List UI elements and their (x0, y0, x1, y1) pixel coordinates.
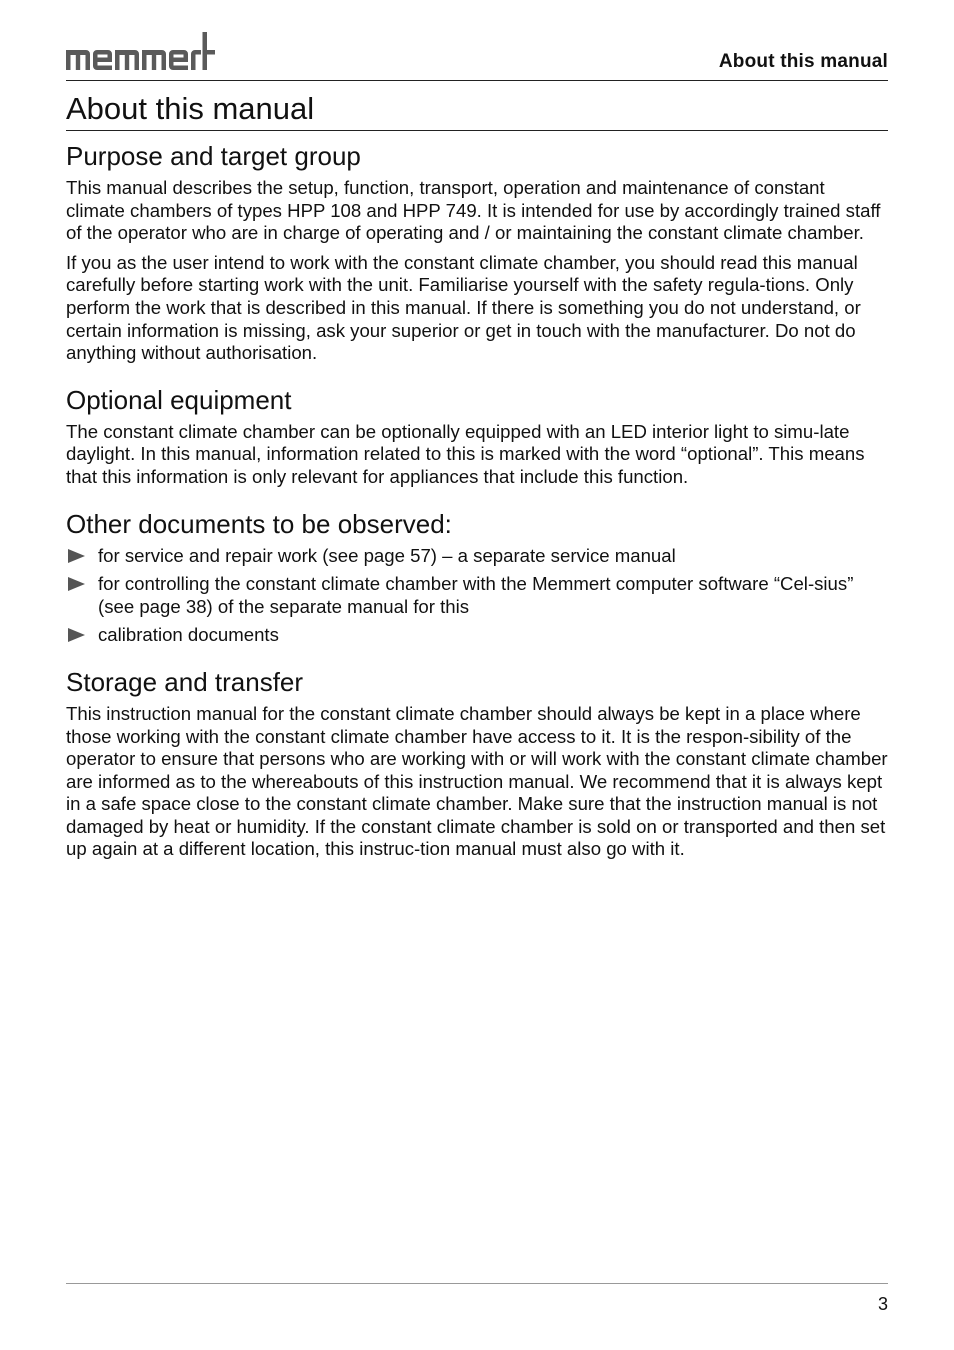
page-title: About this manual (66, 88, 888, 131)
section-other-documents (66, 508, 888, 647)
section-optional-equipment (66, 384, 888, 489)
header-section-title: About this manual (718, 51, 888, 72)
section-heading: Purpose and target group (66, 141, 361, 171)
page-header (66, 30, 888, 81)
section-purpose (66, 140, 888, 365)
list-item-text: calibration documents (98, 624, 279, 646)
paragraph: This manual describes the setup, function, transport, operation and maintenance of constant climate chambers of types HPP 108 and HPP 749. It is intended for use by accordingly trained staff of the operator who are in charge of operating and / or maintaining the constant climate chamber. (66, 177, 881, 244)
memmert-logo (66, 32, 216, 72)
footer-divider (66, 1283, 888, 1284)
list-item (66, 545, 888, 568)
section-heading: Storage and transfer (66, 666, 304, 697)
arrow-bullet-icon (68, 628, 85, 642)
section-heading: Optional equipment (66, 384, 292, 415)
page-number: 3 (877, 1294, 888, 1314)
arrow-bullet-icon (68, 577, 85, 591)
list-item (66, 624, 888, 647)
section-storage-transfer (66, 666, 888, 861)
page-content (66, 140, 888, 880)
paragraph: The constant climate chamber can be optionally equipped with an LED interior light to simu-late daylight. In this manual, information related to this is marked with the word “optional”. This means that this information is only relevant for appliances that include this function. (66, 420, 865, 487)
list-item-text: for controlling the constant climate chamber with the Memmert computer software “Cel-sius” (see page 38) of the separate manual for this (98, 573, 854, 617)
arrow-bullet-icon (68, 549, 85, 563)
paragraph: If you as the user intend to work with the constant climate chamber, you should read this manual carefully before starting work with the unit. Familiarise yourself with the safety regula-tions. Only perform the work that is described in this manual. If there is something you do not understand, or certain information is missing, ask your superior or get in touch with the manufacturer. Do not do anything without authorisation. (66, 251, 861, 364)
list-item-text: for service and repair work (see page 57) – a separate service manual (98, 544, 676, 566)
list-item (66, 573, 888, 618)
paragraph: This instruction manual for the constant climate chamber should always be kept in a place where those working with the constant climate chamber have access to it. It is the respon-sibility of the operator to ensure that persons who are working with or will work with the constant climate chamber are informed as to the whereabouts of this instruction manual. We recommend that it is always kept in a safe space close to the constant climate chamber. Make sure that the instruction manual is not damaged by heat or humidity. If the constant climate chamber is sold on or transported and then set up again at a different location, this instruc-tion manual must also go with it. (66, 702, 888, 860)
document-list (66, 545, 888, 647)
section-heading: Other documents to be observed: (66, 508, 452, 539)
